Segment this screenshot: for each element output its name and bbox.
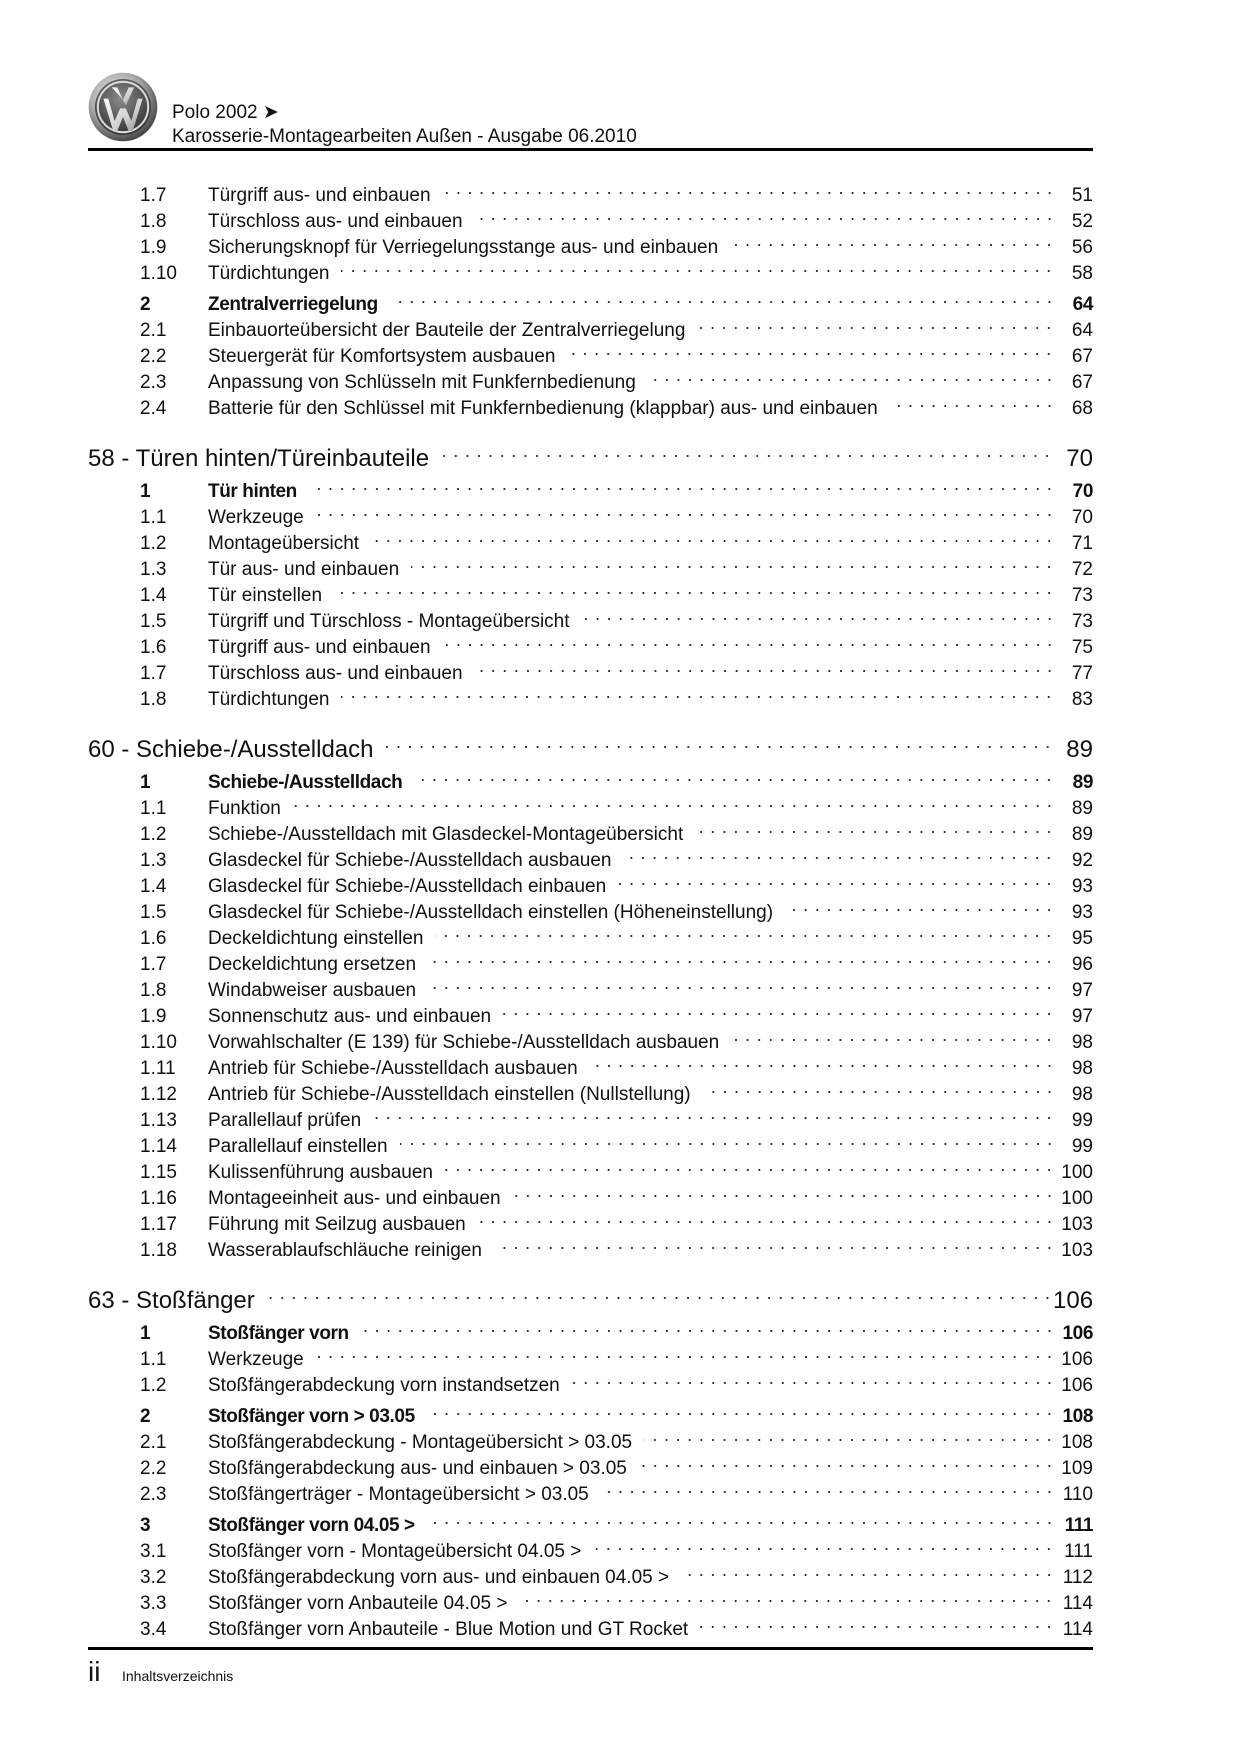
toc-title[interactable]: Stoßfängerabdeckung - Montageübersicht > 03.05 [208, 1432, 633, 1453]
vw-logo-icon [88, 72, 158, 142]
dot-leader [593, 1531, 1055, 1557]
dot-leader [644, 1422, 1055, 1448]
toc-page-number[interactable]: 96 [1071, 954, 1093, 975]
toc-page-number[interactable]: 100 [1061, 1188, 1093, 1209]
dot-leader [435, 918, 1055, 944]
dot-leader [427, 1505, 1055, 1531]
toc-item[interactable] [88, 336, 1093, 367]
toc-item[interactable] [88, 175, 1093, 206]
toc-title[interactable]: Schiebe-/Ausstelldach [208, 772, 403, 793]
header-model: Polo 2002 ➤ [172, 102, 279, 123]
toc-number: 1.2 [140, 533, 167, 554]
toc-page-number[interactable]: 106 [1061, 1375, 1093, 1396]
dot-leader [445, 1152, 1055, 1178]
toc-number: 1.5 [140, 611, 167, 632]
toc-number: 1.9 [140, 237, 167, 258]
toc-number: 1.3 [140, 850, 167, 871]
toc-page-number[interactable]: 106 [1061, 1349, 1093, 1370]
dot-leader [623, 840, 1055, 866]
toc-title[interactable]: Sonnenschutz aus- und einbauen [208, 1006, 492, 1027]
toc-title[interactable]: Einbauorteübersicht der Bauteile der Zentralverriegelung [208, 320, 686, 341]
toc-page-number[interactable]: 89 [1072, 772, 1093, 793]
dot-leader [601, 1474, 1055, 1500]
toc-section[interactable] [88, 471, 1093, 502]
toc-number: 2.1 [140, 320, 167, 341]
dot-leader [386, 725, 1054, 757]
toc-page-number[interactable]: 70 [1066, 445, 1093, 472]
toc-title[interactable]: Montageeinheit aus- und einbauen [208, 1188, 501, 1209]
toc-title[interactable]: Stoßfänger vorn - Montageübersicht 04.05 > [208, 1541, 582, 1562]
toc-number: 1.2 [140, 1375, 167, 1396]
toc-page-number[interactable]: 51 [1071, 185, 1093, 206]
toc-number: 1.7 [140, 185, 167, 206]
toc-page-number[interactable]: 108 [1061, 1432, 1093, 1453]
dot-leader [334, 575, 1055, 601]
toc-chapter[interactable] [88, 434, 1093, 472]
toc-item[interactable] [88, 840, 1093, 871]
dot-leader [681, 1557, 1055, 1583]
toc-number: 2.3 [140, 372, 167, 393]
toc-item[interactable] [88, 944, 1093, 975]
toc-page-number[interactable]: 75 [1071, 637, 1093, 658]
toc-title[interactable]: Windabweiser ausbauen [208, 980, 417, 1001]
footer-label: Inhaltsverzeichnis [122, 1668, 234, 1684]
toc-number: 1.8 [140, 980, 167, 1001]
toc-number: 2.1 [140, 1432, 167, 1453]
toc-title[interactable]: Türdichtungen [208, 263, 330, 284]
toc-page-number[interactable]: 77 [1071, 663, 1093, 684]
toc-page-number[interactable]: 99 [1071, 1110, 1093, 1131]
toc-title[interactable]: Deckeldichtung ersetzen [208, 954, 417, 975]
dot-leader [618, 866, 1055, 892]
toc-number: 1.18 [140, 1240, 177, 1261]
dot-leader [785, 892, 1055, 918]
header-subtitle: Karosserie-Montagearbeiten Außen - Ausgabe 06.2010 [172, 126, 637, 147]
toc-number: 2.4 [140, 398, 167, 419]
toc-item[interactable] [88, 497, 1093, 528]
toc-section[interactable] [88, 1313, 1093, 1344]
toc-item[interactable] [88, 1022, 1093, 1053]
toc-title[interactable]: Werkzeuge [208, 507, 304, 528]
footer-page-number: ii [88, 1656, 101, 1687]
toc-number: 1.11 [140, 1058, 176, 1079]
toc-title[interactable]: Stoßfänger vorn Anbauteile 04.05 > [208, 1593, 508, 1614]
dot-leader [341, 253, 1055, 279]
toc-number: 1.6 [140, 637, 167, 658]
toc-page-number[interactable]: 97 [1071, 980, 1093, 1001]
toc-number: 1.14 [140, 1136, 177, 1157]
toc-title[interactable]: Stoßfänger vorn [208, 1323, 349, 1344]
toc-page-number[interactable]: 73 [1071, 611, 1093, 632]
toc-item[interactable] [88, 1048, 1093, 1079]
toc-number: 1.8 [140, 689, 167, 710]
toc-page-number[interactable]: 89 [1071, 824, 1093, 845]
toc-title[interactable]: Glasdeckel für Schiebe-/Ausstelldach einbauen [208, 876, 607, 897]
toc-title[interactable]: Antrieb für Schiebe-/Ausstelldach ausbauen [208, 1058, 578, 1079]
toc-item[interactable] [88, 814, 1093, 845]
toc-number: 1.17 [140, 1214, 177, 1235]
toc-page-number[interactable]: 106 [1062, 1323, 1093, 1344]
toc-number: 1.5 [140, 902, 167, 923]
toc-page-number[interactable]: 89 [1066, 736, 1093, 763]
toc-page-number[interactable]: 93 [1071, 876, 1093, 897]
dot-leader [478, 1204, 1055, 1230]
toc-item[interactable] [88, 1422, 1093, 1453]
toc-title[interactable]: Parallellauf prüfen [208, 1110, 362, 1131]
dot-leader [730, 227, 1055, 253]
toc-number: 2 [140, 294, 151, 315]
toc-title[interactable]: Türgriff aus- und einbauen [208, 185, 431, 206]
toc-page-number[interactable]: 108 [1062, 1406, 1093, 1427]
toc-number: 1.13 [140, 1110, 177, 1131]
footer-rule [88, 1647, 1093, 1650]
toc-number: 1 [140, 481, 151, 502]
toc-title[interactable]: Stoßfängerträger - Montageübersicht > 03.05 [208, 1484, 589, 1505]
toc-title[interactable]: Antrieb für Schiebe-/Ausstelldach einstellen (Nullstellung) [208, 1084, 691, 1105]
toc-item[interactable] [88, 1365, 1093, 1396]
toc-number: 1.1 [140, 1349, 167, 1370]
toc-title[interactable]: Stoßfängerabdeckung vorn instandsetzen [208, 1375, 560, 1396]
toc-title[interactable]: Stoßfänger vorn > 03.05 [208, 1406, 415, 1427]
toc-item[interactable] [88, 1339, 1093, 1370]
toc-page-number[interactable]: 103 [1061, 1214, 1093, 1235]
toc-page-number[interactable]: 52 [1071, 211, 1093, 232]
dot-leader [293, 788, 1055, 814]
dot-leader [700, 1609, 1055, 1635]
toc-page-number[interactable]: 67 [1071, 346, 1093, 367]
toc-number: 1.16 [140, 1188, 177, 1209]
toc-title[interactable]: Stoßfänger vorn 04.05 > [208, 1515, 415, 1536]
dot-leader [309, 471, 1055, 497]
toc-item[interactable] [88, 549, 1093, 580]
dot-leader [639, 1448, 1055, 1474]
toc-number: 2.2 [140, 346, 167, 367]
toc-item[interactable] [88, 227, 1093, 258]
toc-number: 1 [140, 1323, 151, 1344]
toc-item[interactable] [88, 362, 1093, 393]
toc-item[interactable] [88, 1531, 1093, 1562]
toc-page-number[interactable]: 97 [1071, 1006, 1093, 1027]
toc-number: 1.6 [140, 928, 167, 949]
toc-page-number[interactable]: 89 [1071, 798, 1093, 819]
dot-leader [427, 1396, 1055, 1422]
toc-page-number[interactable]: 68 [1071, 398, 1093, 419]
toc-title[interactable]: Wasserablaufschläuche reinigen [208, 1240, 482, 1261]
toc-title[interactable]: Stoßfängerabdeckung vorn aus- und einbauen 04.05 > [208, 1567, 670, 1588]
toc-title[interactable]: Deckeldichtung einstellen [208, 928, 424, 949]
toc-number: 1.10 [140, 263, 177, 284]
toc-title[interactable]: Stoßfänger vorn Anbauteile - Blue Motion und GT Rocket [208, 1619, 689, 1640]
toc-number: 1.12 [140, 1084, 177, 1105]
dot-leader [267, 1276, 1053, 1308]
toc-page-number[interactable]: 93 [1071, 902, 1093, 923]
toc-item[interactable] [88, 601, 1093, 632]
toc-number: 2.2 [140, 1458, 167, 1479]
toc-page-number[interactable]: 70 [1072, 481, 1093, 502]
toc-item[interactable] [88, 1152, 1093, 1183]
toc-item[interactable] [88, 1178, 1093, 1209]
toc-page-number[interactable]: 98 [1071, 1058, 1093, 1079]
toc-page-number[interactable]: 73 [1071, 585, 1093, 606]
toc-item[interactable] [88, 653, 1093, 684]
table-of-contents [88, 175, 1094, 1640]
toc-item[interactable] [88, 1448, 1093, 1479]
toc-page-number[interactable]: 58 [1071, 263, 1093, 284]
toc-page-number[interactable]: 56 [1071, 237, 1093, 258]
dot-leader [703, 1074, 1055, 1100]
toc-number: 2.3 [140, 1484, 167, 1505]
dot-leader [428, 944, 1055, 970]
dot-leader [411, 549, 1055, 575]
dot-leader [390, 284, 1055, 310]
toc-page-number[interactable]: 100 [1061, 1162, 1093, 1183]
dot-leader [428, 970, 1055, 996]
toc-page-number[interactable]: 103 [1061, 1240, 1093, 1261]
toc-item[interactable] [88, 996, 1093, 1027]
dot-leader [572, 1365, 1055, 1391]
toc-number: 1.4 [140, 876, 167, 897]
dot-leader [582, 601, 1055, 627]
toc-number: 1.7 [140, 954, 167, 975]
toc-number: 1.15 [140, 1162, 177, 1183]
dot-leader [341, 679, 1055, 705]
dot-leader [371, 523, 1055, 549]
toc-page-number[interactable]: 98 [1071, 1084, 1093, 1105]
toc-page-number[interactable]: 64 [1071, 320, 1093, 341]
dot-leader [648, 362, 1055, 388]
toc-number: 3.4 [140, 1619, 167, 1640]
toc-title[interactable]: Türgriff aus- und einbauen [208, 637, 431, 658]
toc-title[interactable]: Montageübersicht [208, 533, 360, 554]
toc-page-number[interactable]: 70 [1071, 507, 1093, 528]
toc-title[interactable]: Werkzeuge [208, 1349, 304, 1370]
toc-item[interactable] [88, 679, 1093, 710]
toc-number: 1.1 [140, 798, 167, 819]
toc-title[interactable]: Schiebe-/Ausstelldach mit Glasdeckel-Montageübersicht [208, 824, 684, 845]
page-header [88, 72, 1093, 148]
toc-page-number[interactable]: 64 [1072, 294, 1093, 315]
toc-title[interactable]: Stoßfängerabdeckung aus- und einbauen > 03.05 [208, 1458, 627, 1479]
toc-item[interactable] [88, 1074, 1093, 1105]
toc-title[interactable]: 63 - Stoßfänger [88, 1287, 255, 1314]
dot-leader [475, 201, 1055, 227]
toc-number: 1.1 [140, 507, 167, 528]
toc-item[interactable] [88, 866, 1093, 897]
toc-item[interactable] [88, 970, 1093, 1001]
toc-item[interactable] [88, 388, 1093, 419]
toc-item[interactable] [88, 788, 1093, 819]
toc-title[interactable]: Zentralverriegelung [208, 294, 378, 315]
dot-leader [503, 996, 1055, 1022]
toc-number: 3 [140, 1515, 151, 1536]
toc-page-number[interactable]: 110 [1062, 1484, 1093, 1505]
toc-number: 1.3 [140, 559, 167, 580]
toc-number: 1.2 [140, 824, 167, 845]
dot-leader [400, 1126, 1055, 1152]
toc-title[interactable]: Türschloss aus- und einbauen [208, 211, 463, 232]
toc-item[interactable] [88, 892, 1093, 923]
toc-page-number[interactable]: 111 [1064, 1515, 1093, 1536]
dot-leader [731, 1022, 1055, 1048]
toc-page-number[interactable]: 95 [1071, 928, 1093, 949]
dot-leader [697, 310, 1055, 336]
toc-chapter[interactable] [88, 725, 1093, 763]
toc-chapter[interactable] [88, 1276, 1094, 1314]
toc-section[interactable] [88, 1505, 1093, 1536]
toc-item[interactable] [88, 1230, 1093, 1261]
toc-page-number[interactable]: 83 [1071, 689, 1093, 710]
toc-title[interactable]: Türdichtungen [208, 689, 330, 710]
toc-title[interactable]: 60 - Schiebe-/Ausstelldach [88, 736, 374, 763]
dot-leader [316, 1339, 1055, 1365]
toc-page-number[interactable]: 92 [1071, 850, 1093, 871]
toc-number: 1.7 [140, 663, 167, 684]
toc-item[interactable] [88, 1557, 1093, 1588]
toc-title[interactable]: Tür hinten [208, 481, 297, 502]
toc-item[interactable] [88, 1204, 1093, 1235]
toc-item[interactable] [88, 1583, 1093, 1614]
header-rule [88, 148, 1093, 151]
dot-leader [567, 336, 1055, 362]
toc-page-number[interactable]: 71 [1071, 533, 1093, 554]
toc-number: 1.10 [140, 1032, 177, 1053]
toc-title[interactable]: Sicherungsknopf für Verriegelungsstange aus- und einbauen [208, 237, 719, 258]
toc-item[interactable] [88, 201, 1093, 232]
toc-number: 1.4 [140, 585, 167, 606]
toc-title[interactable]: Anpassung von Schlüsseln mit Funkfernbedienung [208, 372, 636, 393]
toc-page-number[interactable]: 67 [1071, 372, 1093, 393]
toc-title[interactable]: Führung mit Seilzug ausbauen [208, 1214, 466, 1235]
toc-page-number[interactable]: 72 [1071, 559, 1093, 580]
toc-item[interactable] [88, 1609, 1093, 1640]
toc-title[interactable]: Glasdeckel für Schiebe-/Ausstelldach ausbauen [208, 850, 612, 871]
toc-item[interactable] [88, 575, 1093, 606]
toc-page-number[interactable]: 111 [1064, 1541, 1093, 1562]
dot-leader [695, 814, 1055, 840]
toc-item[interactable] [88, 918, 1093, 949]
toc-title[interactable]: Glasdeckel für Schiebe-/Ausstelldach einstellen (Höheneinstellung) [208, 902, 774, 923]
dot-leader [890, 388, 1055, 414]
toc-section[interactable] [88, 762, 1093, 793]
toc-item[interactable] [88, 1100, 1093, 1131]
toc-section[interactable] [88, 1396, 1093, 1427]
toc-item[interactable] [88, 1126, 1093, 1157]
toc-title[interactable]: Funktion [208, 798, 281, 819]
toc-title[interactable]: Vorwahlschalter (E 139) für Schiebe-/Ausstelldach ausbauen [208, 1032, 720, 1053]
toc-section[interactable] [88, 284, 1093, 315]
toc-title[interactable]: Tür einstellen [208, 585, 323, 606]
dot-leader [494, 1230, 1055, 1256]
toc-page-number[interactable]: 106 [1053, 1287, 1094, 1314]
dot-leader [513, 1178, 1055, 1204]
toc-title[interactable]: Tür aus- und einbauen [208, 559, 400, 580]
toc-page-number[interactable]: 114 [1062, 1619, 1093, 1640]
toc-title[interactable]: 58 - Türen hinten/Türeinbauteile [88, 445, 430, 472]
dot-leader [441, 434, 1053, 466]
toc-number: 3.3 [140, 1593, 167, 1614]
dot-leader [443, 175, 1055, 201]
dot-leader [361, 1313, 1055, 1339]
toc-number: 3.1 [140, 1541, 167, 1562]
toc-item[interactable] [88, 523, 1093, 554]
toc-page-number[interactable]: 114 [1062, 1593, 1093, 1614]
toc-number: 3.2 [140, 1567, 167, 1588]
toc-item[interactable] [88, 310, 1093, 341]
toc-page-number[interactable]: 112 [1062, 1567, 1093, 1588]
dot-leader [519, 1583, 1055, 1609]
toc-page-number[interactable]: 99 [1071, 1136, 1093, 1157]
toc-title[interactable]: Kulissenführung ausbauen [208, 1162, 434, 1183]
toc-title[interactable]: Parallellauf einstellen [208, 1136, 388, 1157]
toc-number: 1.8 [140, 211, 167, 232]
toc-item[interactable] [88, 627, 1093, 658]
toc-item[interactable] [88, 1474, 1093, 1505]
toc-title[interactable]: Türgriff und Türschloss - Montageübersicht [208, 611, 570, 632]
toc-title[interactable]: Steuergerät für Komfortsystem ausbauen [208, 346, 556, 367]
dot-leader [443, 627, 1055, 653]
toc-page-number[interactable]: 109 [1061, 1458, 1093, 1479]
dot-leader [414, 762, 1055, 788]
toc-item[interactable] [88, 253, 1093, 284]
dot-leader [590, 1048, 1055, 1074]
toc-title[interactable]: Türschloss aus- und einbauen [208, 663, 463, 684]
toc-title[interactable]: Batterie für den Schlüssel mit Funkfernbedienung (klappbar) aus- und einbauen [208, 398, 878, 419]
dot-leader [316, 497, 1055, 523]
toc-number: 1 [140, 772, 151, 793]
toc-number: 1.9 [140, 1006, 167, 1027]
dot-leader [373, 1100, 1055, 1126]
toc-number: 2 [140, 1406, 151, 1427]
dot-leader [475, 653, 1055, 679]
toc-page-number[interactable]: 98 [1071, 1032, 1093, 1053]
